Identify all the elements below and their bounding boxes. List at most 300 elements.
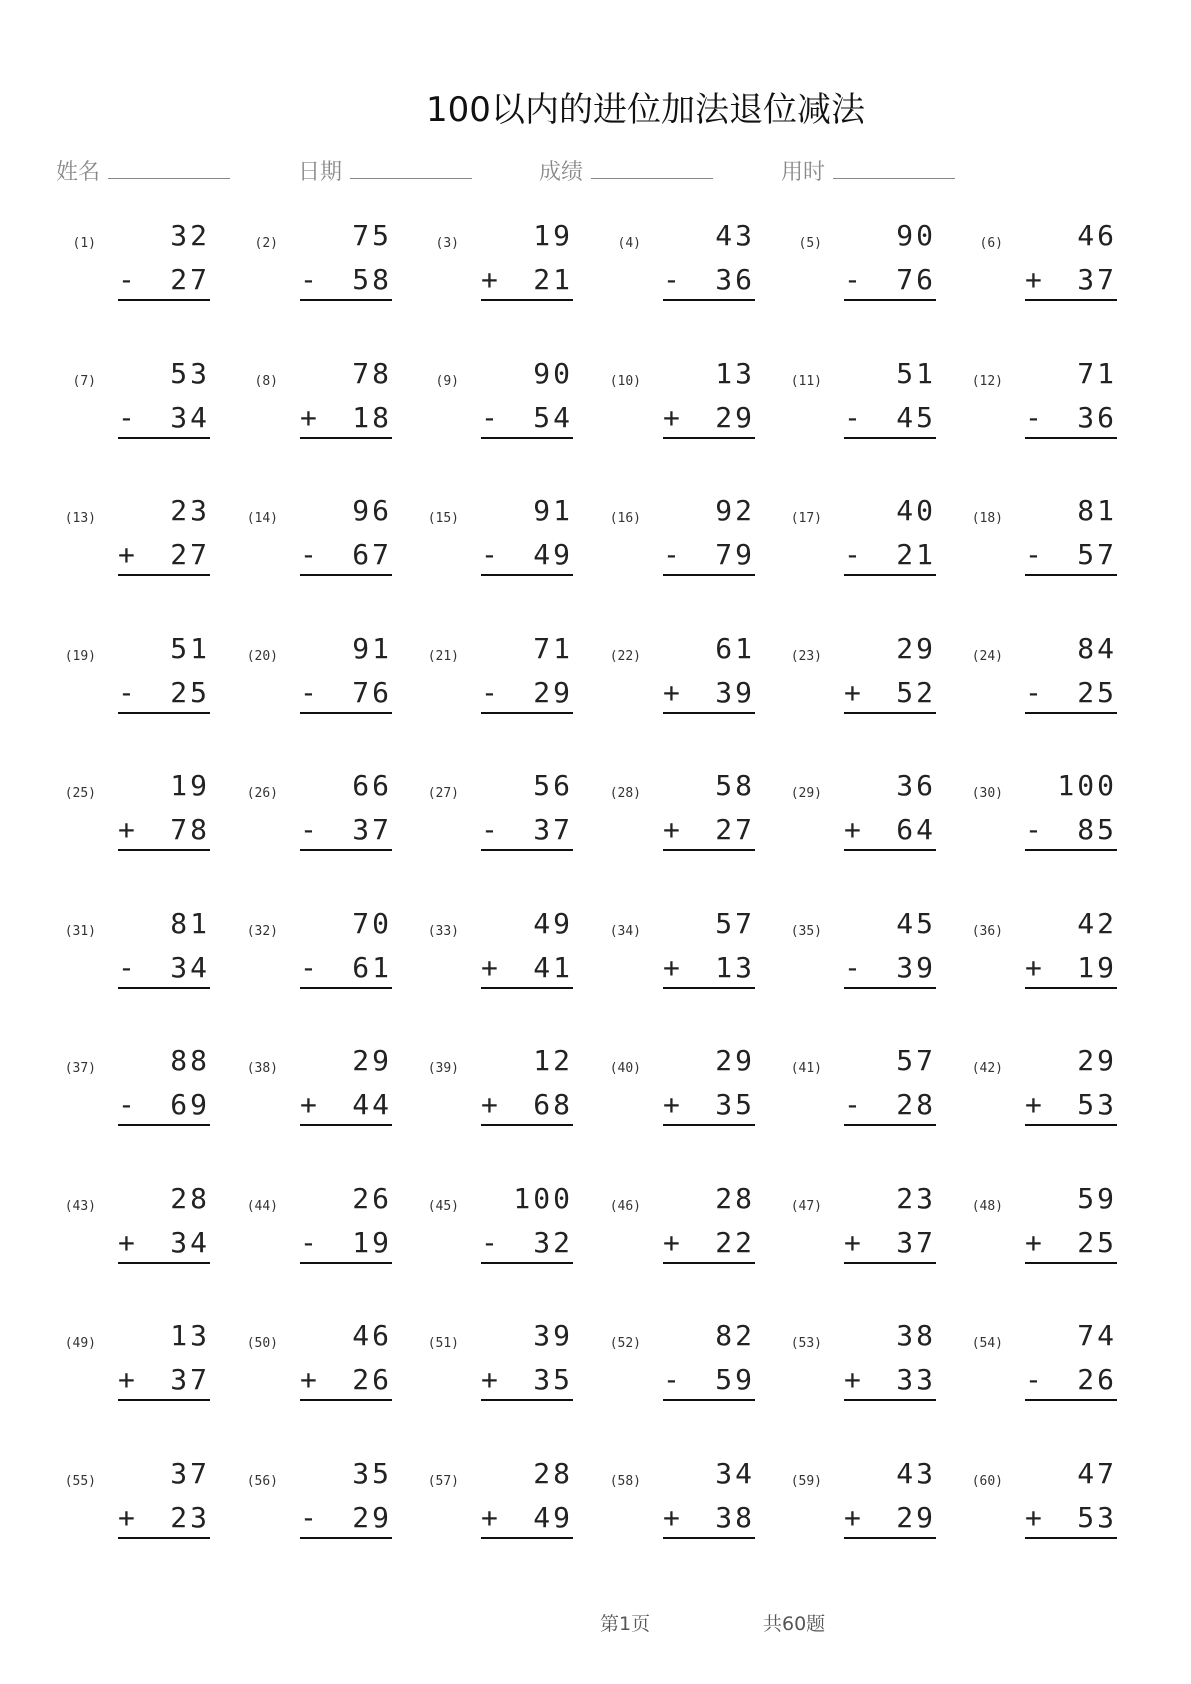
answer-line[interactable] — [663, 813, 755, 851]
answer-line[interactable] — [300, 1088, 392, 1126]
bottom-operand: 49 — [533, 538, 573, 571]
bottom-operand: 27 — [715, 813, 755, 846]
operator-sign: - — [300, 813, 317, 846]
operator-sign: - — [300, 538, 317, 571]
top-operand: 26 — [352, 1181, 392, 1215]
answer-line[interactable] — [1025, 1226, 1117, 1264]
top-operand: 19 — [170, 769, 210, 802]
bottom-operand: 34 — [170, 950, 210, 984]
problem-item — [746, 765, 936, 875]
operator-sign: + — [118, 538, 135, 571]
problem-number: (24) — [971, 648, 1003, 664]
answer-line[interactable] — [481, 813, 573, 851]
operator-sign: - — [300, 950, 317, 984]
problem-number: (28) — [609, 786, 641, 801]
bottom-operand: 35 — [715, 1088, 755, 1121]
answer-line[interactable] — [663, 1226, 755, 1264]
problem-item — [927, 765, 1117, 875]
problem-number: (53) — [790, 1336, 822, 1351]
problem-item — [383, 215, 573, 325]
bottom-operand: 61 — [352, 950, 392, 984]
bottom-operand: 35 — [533, 1363, 573, 1396]
answer-line[interactable] — [844, 1363, 936, 1401]
problem-number: (38) — [246, 1061, 278, 1076]
operator-sign: + — [118, 813, 135, 846]
problem-item — [383, 490, 573, 600]
problem-number: (51) — [427, 1336, 459, 1351]
operator-sign: + — [844, 1225, 861, 1259]
problem-item — [383, 1453, 573, 1563]
bottom-operand: 22 — [715, 1225, 755, 1259]
problem-number: (36) — [971, 923, 1003, 939]
operator-sign: - — [300, 1500, 317, 1534]
problem-item — [746, 1040, 936, 1150]
name-label: 姓名 — [56, 160, 101, 185]
top-operand: 46 — [1077, 219, 1117, 252]
answer-line[interactable] — [1025, 263, 1117, 301]
answer-line[interactable] — [481, 1501, 573, 1539]
problem-number: (43) — [64, 1198, 96, 1214]
problem-item — [202, 1315, 392, 1425]
answer-line[interactable] — [118, 813, 210, 851]
operator-sign: + — [118, 1500, 135, 1534]
problem-item — [383, 353, 573, 463]
operator-sign: - — [300, 1225, 317, 1259]
top-operand: 42 — [1077, 906, 1117, 940]
problem-number: (46) — [609, 1198, 641, 1214]
top-operand: 49 — [533, 906, 573, 940]
answer-line[interactable] — [118, 263, 210, 301]
top-operand: 91 — [533, 494, 573, 527]
top-operand: 58 — [715, 769, 755, 802]
bottom-operand: 52 — [896, 675, 936, 709]
name-field[interactable] — [56, 155, 230, 186]
problem-item — [565, 1453, 755, 1563]
problem-number: (50) — [246, 1336, 278, 1351]
problem-number: (9) — [435, 373, 459, 389]
top-operand: 51 — [896, 356, 936, 390]
bottom-operand: 19 — [1077, 950, 1117, 984]
problem-number: (30) — [971, 786, 1003, 801]
problem-number: (59) — [790, 1473, 822, 1489]
problem-number: (19) — [64, 648, 96, 664]
operator-sign: + — [481, 950, 498, 984]
operator-sign: + — [300, 1088, 317, 1121]
bottom-operand: 41 — [533, 950, 573, 984]
bottom-operand: 23 — [170, 1500, 210, 1534]
answer-line[interactable] — [844, 263, 936, 301]
operator-sign: + — [663, 400, 680, 434]
problem-item — [746, 903, 936, 1013]
operator-sign: + — [481, 1363, 498, 1396]
problem-number: (2) — [254, 236, 278, 251]
answer-line[interactable] — [481, 676, 573, 714]
problem-item — [20, 490, 210, 600]
problem-number: (10) — [609, 373, 641, 389]
problem-number: (41) — [790, 1061, 822, 1076]
answer-line[interactable] — [663, 263, 755, 301]
top-operand: 28 — [170, 1181, 210, 1215]
problem-item — [383, 1178, 573, 1288]
answer-line[interactable] — [844, 538, 936, 576]
answer-line[interactable] — [481, 263, 573, 301]
score-field[interactable] — [539, 155, 713, 186]
answer-line[interactable] — [1025, 676, 1117, 714]
answer-line[interactable] — [844, 1226, 936, 1264]
answer-line[interactable] — [663, 676, 755, 714]
bottom-operand: 37 — [170, 1363, 210, 1396]
bottom-operand: 25 — [1077, 1225, 1117, 1259]
top-operand: 90 — [896, 219, 936, 252]
problem-item — [565, 215, 755, 325]
answer-line[interactable] — [844, 401, 936, 439]
answer-line[interactable] — [118, 1088, 210, 1126]
answer-line[interactable] — [300, 263, 392, 301]
problem-number: (60) — [971, 1473, 1003, 1489]
bottom-operand: 37 — [533, 813, 573, 846]
answer-line[interactable] — [118, 1501, 210, 1539]
operator-sign: + — [1025, 1500, 1042, 1534]
problem-item — [565, 1315, 755, 1425]
operator-sign: - — [118, 400, 135, 434]
problem-number: (44) — [246, 1198, 278, 1214]
bottom-operand: 38 — [715, 1500, 755, 1534]
answer-line[interactable] — [300, 401, 392, 439]
answer-line[interactable] — [844, 813, 936, 851]
top-operand: 74 — [1077, 1319, 1117, 1352]
problem-number: (37) — [64, 1061, 96, 1076]
problem-number: (57) — [427, 1473, 459, 1489]
top-operand: 29 — [1077, 1044, 1117, 1077]
bottom-operand: 37 — [352, 813, 392, 846]
problem-number: (25) — [64, 786, 96, 801]
problem-number: (32) — [246, 923, 278, 939]
operator-sign: - — [1025, 1363, 1042, 1396]
problem-number: (55) — [64, 1473, 96, 1489]
problem-item — [927, 490, 1117, 600]
answer-line[interactable] — [300, 813, 392, 851]
top-operand: 59 — [1077, 1181, 1117, 1215]
problem-item — [202, 490, 392, 600]
bottom-operand: 54 — [533, 400, 573, 434]
problem-item — [746, 490, 936, 600]
top-operand: 61 — [715, 631, 755, 665]
problem-number: (34) — [609, 923, 641, 939]
top-operand: 88 — [170, 1044, 210, 1077]
bottom-operand: 57 — [1077, 538, 1117, 571]
score-blank-line[interactable] — [591, 158, 713, 179]
bottom-operand: 68 — [533, 1088, 573, 1121]
operator-sign: - — [118, 263, 135, 296]
operator-sign: - — [481, 813, 498, 846]
bottom-operand: 29 — [715, 400, 755, 434]
bottom-operand: 79 — [715, 538, 755, 571]
problem-item — [202, 1178, 392, 1288]
time-used-blank-line[interactable] — [833, 158, 955, 179]
problem-item — [927, 215, 1117, 325]
problem-number: (58) — [609, 1473, 641, 1489]
problem-item — [565, 628, 755, 738]
problem-item — [20, 1178, 210, 1288]
page-number: 第1页 — [600, 1613, 651, 1635]
operator-sign: + — [481, 1088, 498, 1121]
bottom-operand: 44 — [352, 1088, 392, 1121]
answer-line[interactable] — [118, 538, 210, 576]
bottom-operand: 13 — [715, 950, 755, 984]
answer-line[interactable] — [663, 401, 755, 439]
answer-line[interactable] — [300, 1226, 392, 1264]
problem-item — [565, 903, 755, 1013]
problem-item — [927, 1453, 1117, 1563]
problem-number: (29) — [790, 786, 822, 801]
problem-item — [20, 1453, 210, 1563]
operator-sign: - — [118, 1088, 135, 1121]
problem-item — [20, 215, 210, 325]
problem-item — [383, 1040, 573, 1150]
problem-item — [202, 1453, 392, 1563]
date-label: 日期 — [298, 160, 343, 185]
top-operand: 13 — [715, 356, 755, 390]
bottom-operand: 34 — [170, 400, 210, 434]
problem-number: (3) — [435, 236, 459, 251]
bottom-operand: 37 — [1077, 263, 1117, 296]
answer-line[interactable] — [844, 676, 936, 714]
answer-line[interactable] — [118, 401, 210, 439]
operator-sign: - — [1025, 813, 1042, 846]
date-field[interactable] — [298, 155, 472, 186]
operator-sign: - — [1025, 538, 1042, 571]
problem-number: (48) — [971, 1198, 1003, 1214]
bottom-operand: 59 — [715, 1363, 755, 1396]
bottom-operand: 36 — [1077, 400, 1117, 434]
top-operand: 28 — [715, 1181, 755, 1215]
problem-item — [746, 628, 936, 738]
top-operand: 100 — [1057, 769, 1117, 802]
problem-number: (8) — [254, 373, 278, 389]
problem-number: (6) — [979, 236, 1003, 251]
top-operand: 100 — [513, 1181, 573, 1215]
top-operand: 96 — [352, 494, 392, 527]
problem-item — [746, 1453, 936, 1563]
operator-sign: - — [663, 1363, 680, 1396]
answer-line[interactable] — [481, 1363, 573, 1401]
bottom-operand: 64 — [896, 813, 936, 846]
top-operand: 12 — [533, 1044, 573, 1077]
answer-line[interactable] — [118, 1226, 210, 1264]
problem-item — [927, 353, 1117, 463]
bottom-operand: 36 — [715, 263, 755, 296]
problem-number: (22) — [609, 648, 641, 664]
operator-sign: + — [1025, 950, 1042, 984]
answer-line[interactable] — [300, 951, 392, 989]
top-operand: 23 — [170, 494, 210, 527]
answer-line[interactable] — [663, 951, 755, 989]
problem-item — [746, 215, 936, 325]
answer-line[interactable] — [1025, 1501, 1117, 1539]
top-operand: 19 — [533, 219, 573, 252]
top-operand: 35 — [352, 1456, 392, 1490]
date-blank-line[interactable] — [350, 158, 472, 179]
bottom-operand: 37 — [896, 1225, 936, 1259]
bottom-operand: 29 — [352, 1500, 392, 1534]
operator-sign: + — [663, 1500, 680, 1534]
operator-sign: - — [118, 675, 135, 709]
answer-line[interactable] — [663, 1088, 755, 1126]
operator-sign: - — [844, 950, 861, 984]
operator-sign: - — [844, 263, 861, 296]
problem-item — [565, 1040, 755, 1150]
top-operand: 92 — [715, 494, 755, 527]
problem-number: (11) — [790, 373, 822, 389]
answer-line[interactable] — [1025, 538, 1117, 576]
answer-line[interactable] — [118, 1363, 210, 1401]
top-operand: 78 — [352, 356, 392, 390]
top-operand: 13 — [170, 1319, 210, 1352]
bottom-operand: 53 — [1077, 1500, 1117, 1534]
top-operand: 45 — [896, 906, 936, 940]
operator-sign: + — [1025, 1225, 1042, 1259]
operator-sign: + — [844, 1363, 861, 1396]
problem-item — [20, 1040, 210, 1150]
problem-item — [746, 1178, 936, 1288]
answer-line[interactable] — [300, 1363, 392, 1401]
problem-number: (54) — [971, 1336, 1003, 1351]
problem-item — [565, 1178, 755, 1288]
answer-line[interactable] — [300, 538, 392, 576]
bottom-operand: 32 — [533, 1225, 573, 1259]
operator-sign: + — [663, 1225, 680, 1259]
problem-number: (23) — [790, 648, 822, 664]
problem-item — [202, 765, 392, 875]
answer-line[interactable] — [663, 1501, 755, 1539]
operator-sign: - — [481, 400, 498, 434]
problem-item — [202, 903, 392, 1013]
student-info-row — [56, 155, 1156, 185]
problem-number: (52) — [609, 1336, 641, 1351]
problem-number: (35) — [790, 923, 822, 939]
operator-sign: + — [663, 1088, 680, 1121]
top-operand: 75 — [352, 219, 392, 252]
bottom-operand: 29 — [896, 1500, 936, 1534]
problem-number: (39) — [427, 1061, 459, 1076]
top-operand: 66 — [352, 769, 392, 802]
answer-line[interactable] — [1025, 1363, 1117, 1401]
operator-sign: - — [1025, 400, 1042, 434]
operator-sign: + — [1025, 263, 1042, 296]
bottom-operand: 58 — [352, 263, 392, 296]
operator-sign: - — [663, 263, 680, 296]
bottom-operand: 67 — [352, 538, 392, 571]
top-operand: 29 — [352, 1044, 392, 1077]
operator-sign: - — [481, 1225, 498, 1259]
answer-line[interactable] — [118, 951, 210, 989]
bottom-operand: 34 — [170, 1225, 210, 1259]
score-label: 成绩 — [539, 160, 584, 185]
top-operand: 84 — [1077, 631, 1117, 665]
answer-line[interactable] — [1025, 1088, 1117, 1126]
operator-sign: - — [844, 1088, 861, 1121]
time-used-field[interactable] — [781, 155, 955, 186]
problem-number: (42) — [971, 1061, 1003, 1076]
bottom-operand: 69 — [170, 1088, 210, 1121]
problem-item — [565, 765, 755, 875]
problem-number: (17) — [790, 511, 822, 526]
problem-number: (40) — [609, 1061, 641, 1076]
answer-line[interactable] — [118, 676, 210, 714]
worksheet-title: 100以内的进位加法退位减法 — [426, 90, 865, 130]
problem-number: (5) — [798, 236, 822, 251]
answer-line[interactable] — [481, 401, 573, 439]
problem-number: (18) — [971, 511, 1003, 526]
bottom-operand: 53 — [1077, 1088, 1117, 1121]
answer-line[interactable] — [844, 1088, 936, 1126]
top-operand: 36 — [896, 769, 936, 802]
operator-sign: + — [300, 1363, 317, 1396]
top-operand: 43 — [896, 1456, 936, 1490]
problem-item — [927, 1178, 1117, 1288]
problem-item — [383, 903, 573, 1013]
top-operand: 51 — [170, 631, 210, 665]
problem-item — [927, 903, 1117, 1013]
time-used-label: 用时 — [781, 160, 826, 185]
operator-sign: + — [118, 1225, 135, 1259]
top-operand: 71 — [1077, 356, 1117, 390]
answer-line[interactable] — [663, 538, 755, 576]
problem-number: (1) — [72, 236, 96, 251]
problem-item — [202, 215, 392, 325]
top-operand: 81 — [1077, 494, 1117, 527]
answer-line[interactable] — [1025, 813, 1117, 851]
bottom-operand: 19 — [352, 1225, 392, 1259]
top-operand: 37 — [170, 1456, 210, 1490]
answer-line[interactable] — [663, 1363, 755, 1401]
bottom-operand: 26 — [1077, 1363, 1117, 1396]
answer-line[interactable] — [481, 951, 573, 989]
answer-line[interactable] — [844, 951, 936, 989]
problem-item — [20, 765, 210, 875]
problem-number: (12) — [971, 373, 1003, 389]
problem-number: (20) — [246, 648, 278, 664]
answer-line[interactable] — [481, 1226, 573, 1264]
problem-item — [746, 1315, 936, 1425]
bottom-operand: 33 — [896, 1363, 936, 1396]
problem-item — [202, 1040, 392, 1150]
operator-sign: + — [300, 400, 317, 434]
operator-sign: - — [118, 950, 135, 984]
operator-sign: + — [844, 1500, 861, 1534]
problem-number: (47) — [790, 1198, 822, 1214]
top-operand: 53 — [170, 356, 210, 390]
top-operand: 71 — [533, 631, 573, 665]
answer-line[interactable] — [481, 538, 573, 576]
name-blank-line[interactable] — [108, 158, 230, 179]
problem-item — [746, 353, 936, 463]
answer-line[interactable] — [1025, 951, 1117, 989]
answer-line[interactable] — [300, 1501, 392, 1539]
top-operand: 46 — [352, 1319, 392, 1352]
answer-line[interactable] — [300, 676, 392, 714]
operator-sign: + — [481, 1500, 498, 1534]
problem-number: (14) — [246, 511, 278, 526]
operator-sign: - — [663, 538, 680, 571]
answer-line[interactable] — [1025, 401, 1117, 439]
answer-line[interactable] — [844, 1501, 936, 1539]
bottom-operand: 85 — [1077, 813, 1117, 846]
problem-item — [202, 353, 392, 463]
bottom-operand: 29 — [533, 675, 573, 709]
problem-number: (26) — [246, 786, 278, 801]
answer-line[interactable] — [481, 1088, 573, 1126]
